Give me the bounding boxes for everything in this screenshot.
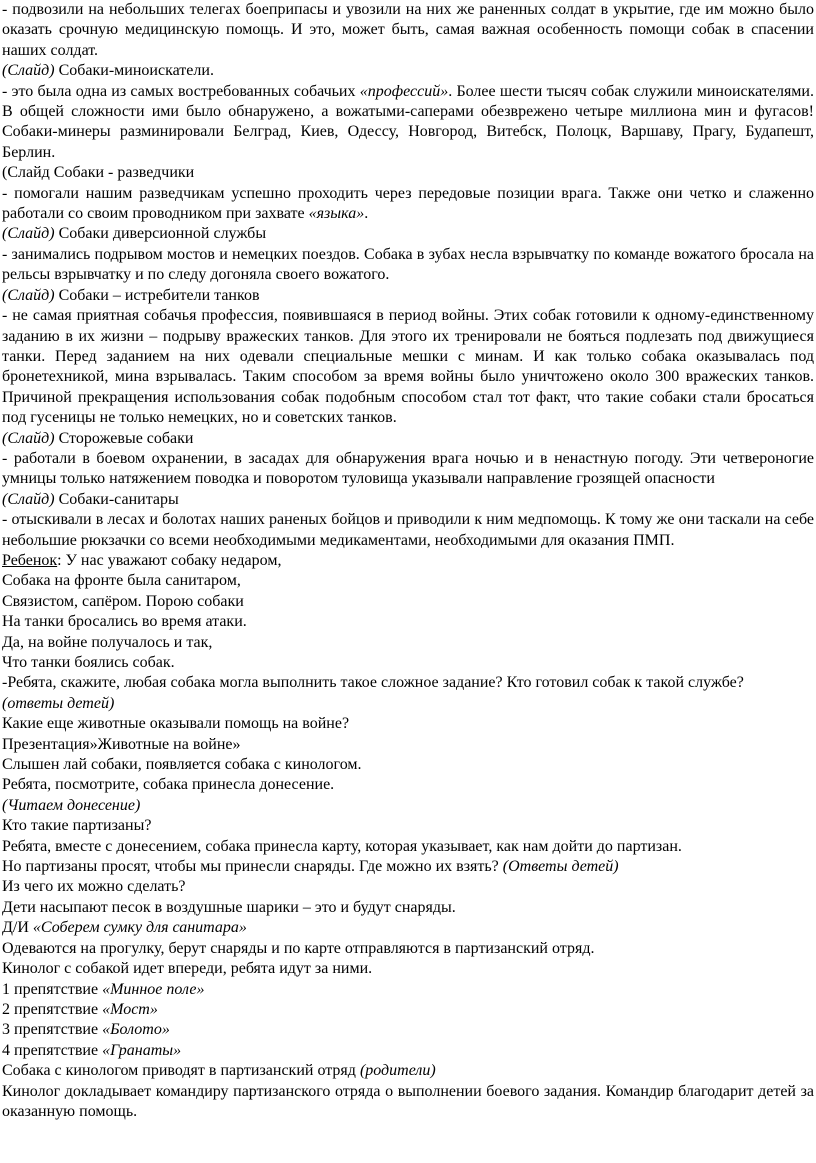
text-run: Собака с кинологом приводят в партизанский отряд <box>2 1062 360 1080</box>
slide-label: (Слайд) <box>2 62 55 80</box>
paragraph-mine-detectors <box>2 82 814 164</box>
poem-text: : У нас уважают собаку недаром, <box>57 551 282 569</box>
emphasis: (Ответы детей) <box>502 858 619 876</box>
heading-text: Сторожевые собаки <box>54 429 194 447</box>
text-run: . <box>364 205 369 223</box>
slide-heading-sabotage <box>2 224 814 244</box>
heading-text: Собаки-миноискатели. <box>54 62 214 80</box>
slide-label: (Слайд) <box>2 429 55 447</box>
text-run: - это была одна из самых востребованных собачьих <box>2 82 360 100</box>
obstacle-1 <box>2 980 814 1000</box>
poem-line-3: Связистом, сапёром. Порою собаки <box>2 592 244 610</box>
emphasis: «языка» <box>308 205 365 223</box>
emphasis: «профессий» <box>359 82 449 100</box>
line-walk: Одеваются на прогулку, берут снаряды и по карте отправляются в партизанский отряд. <box>2 939 595 957</box>
slide-heading-scouts: (Слайд Собаки - разведчики <box>2 164 195 182</box>
slide-label: (Слайд) <box>2 225 55 243</box>
obstacle-3 <box>2 1020 814 1040</box>
slide-heading-tank-destroyers <box>2 286 814 306</box>
question-make: Из чего их можно сделать? <box>2 878 186 896</box>
slide-label: (Слайд) <box>2 286 55 304</box>
question-partisans: Кто такие партизаны? <box>2 817 152 835</box>
line-map: Ребята, вместе с донесением, собака принесла карту, которая указывает, как нам дойти до партизан. <box>2 837 682 855</box>
note-read-report: (Читаем донесение) <box>2 796 141 814</box>
poem-line-5: Да, на войне получалось и так, <box>2 633 213 651</box>
paragraph-medics: - отыскивали в лесах и болотах наших раненых бойцов и приводили к ним медпомощь. К тому же они таскали на себе небольшие рюкзачки со всеми необходимыми медикаментами, необходимыми для оказания ПМП. <box>2 511 814 549</box>
poem-line-1 <box>2 551 814 571</box>
paragraph-carts: - подвозили на небольших телегах боеприпасы и увозили на них же раненных солдат в укрытие, где им можно было оказать срочную медицинскую помощь. И это, может быть, самая важная особенность помощи собак в спасении наших солдат. <box>2 1 814 59</box>
line-report-commander: Кинолог докладывает командиру партизанского отряда о выполнении боевого задания. Командир благодарит детей за оказанную помощь. <box>2 1082 814 1120</box>
slide-heading-guard-dogs <box>2 429 814 449</box>
emphasis: (родители) <box>359 1062 436 1080</box>
line-handler-leads: Кинолог с собакой идет впереди, ребята идут за ними. <box>2 960 373 978</box>
emphasis: «Болото» <box>102 1021 170 1039</box>
text-run: - помогали нашим разведчикам успешно проходить через передовые позиции врага. Также они четко и слаженно работали со своим проводником при захвате <box>2 184 814 223</box>
note-children-answers: (ответы детей) <box>2 694 115 712</box>
paragraph-scouts <box>2 184 814 225</box>
line-dog-arrives: Слышен лай собаки, появляется собака с кинологом. <box>2 756 362 774</box>
question-training: -Ребята, скажите, любая собака могла выполнить такое сложное задание? Кто готовил собак к такой службе? <box>2 674 744 692</box>
line-report: Ребята, посмотрите, собака принесла донесение. <box>2 776 335 794</box>
emphasis: «Соберем сумку для санитара» <box>32 919 247 937</box>
text-run: Но партизаны просят, чтобы мы принесли снаряды. Где можно их взять? <box>2 858 503 876</box>
text-run: Д/И <box>2 919 33 937</box>
heading-text: Собаки-санитары <box>54 490 179 508</box>
heading-text: Собаки – истребители танков <box>54 286 260 304</box>
speaker-label: Ребенок <box>2 551 58 569</box>
emphasis: «Мост» <box>102 1000 158 1018</box>
text-run: 4 препятствие <box>2 1041 103 1059</box>
paragraph-sabotage: - занимались подрывом мостов и немецких поездов. Собака в зубах несла взрывчатку по команде вожатого бросала на рельсы взрывчатку и по следу догоняла своего вожатого. <box>2 245 814 284</box>
heading-text: Собаки диверсионной службы <box>54 225 267 243</box>
poem-line-2: Собака на фронте была санитаром, <box>2 572 241 590</box>
line-arrival <box>2 1061 814 1081</box>
line-sand-balloons: Дети насыпают песок в воздушные шарики – это и будут снаряды. <box>2 898 456 916</box>
question-other-animals: Какие еще животные оказывали помощь на войне? <box>2 715 350 733</box>
emphasis: «Гранаты» <box>102 1041 182 1059</box>
slide-heading-medics <box>2 490 814 510</box>
emphasis: «Минное поле» <box>102 980 205 998</box>
obstacle-2 <box>2 1000 814 1020</box>
text-run: 3 препятствие <box>2 1021 103 1039</box>
slide-label: (Слайд) <box>2 490 55 508</box>
text-run: 1 препятствие <box>2 980 103 998</box>
text-run: . Более шести тысяч собак служили миноискателями. В общей сложности ими было обнаружено, а вожатыми-саперами обезврежено четыре миллиона мин и фугасов! Собаки-минеры разминировали Белград, Киев, Одессу, Новгород, Витебск, Полоцк, Варшаву, Прагу, Будапешт, Берлин. <box>2 82 814 161</box>
game-line <box>2 918 814 938</box>
paragraph-tank-destroyers: - не самая приятная собачья профессия, появившаяся в период войны. Этих собак готовили к одному-единственному заданию в их жизни – подрыву вражеских танков. Для этого их тренировали не бояться подлезать под движущиеся танки. Перед заданием на них одевали специальные мешки с минам. И как только собака оказывалась под бронетехникой, мина взрывалась. Таким способом за время войны было уничтожено около 300 вражеских танков. Причиной прекращения использования собак подобным способом стал тот факт, что такие собаки стали бросаться под гусеницы не только немецких, но и советских танков. <box>2 307 814 427</box>
line-shells <box>2 857 814 877</box>
presentation-line: Презентация»Животные на войне» <box>2 735 241 753</box>
paragraph-guard-dogs: - работали в боевом охранении, в засадах для обнаружения врага ночью и в ненастную погоду. Эти четвероногие умницы только натяжением поводка и поворотом туловища указывали направление грозящей опасности <box>2 449 814 488</box>
text-run: 2 препятствие <box>2 1000 103 1018</box>
poem-line-4: На танки бросались во время атаки. <box>2 613 247 631</box>
slide-heading-mine-detectors <box>2 61 814 81</box>
obstacle-4 <box>2 1041 814 1061</box>
poem-line-6: Что танки боялись собак. <box>2 654 175 671</box>
